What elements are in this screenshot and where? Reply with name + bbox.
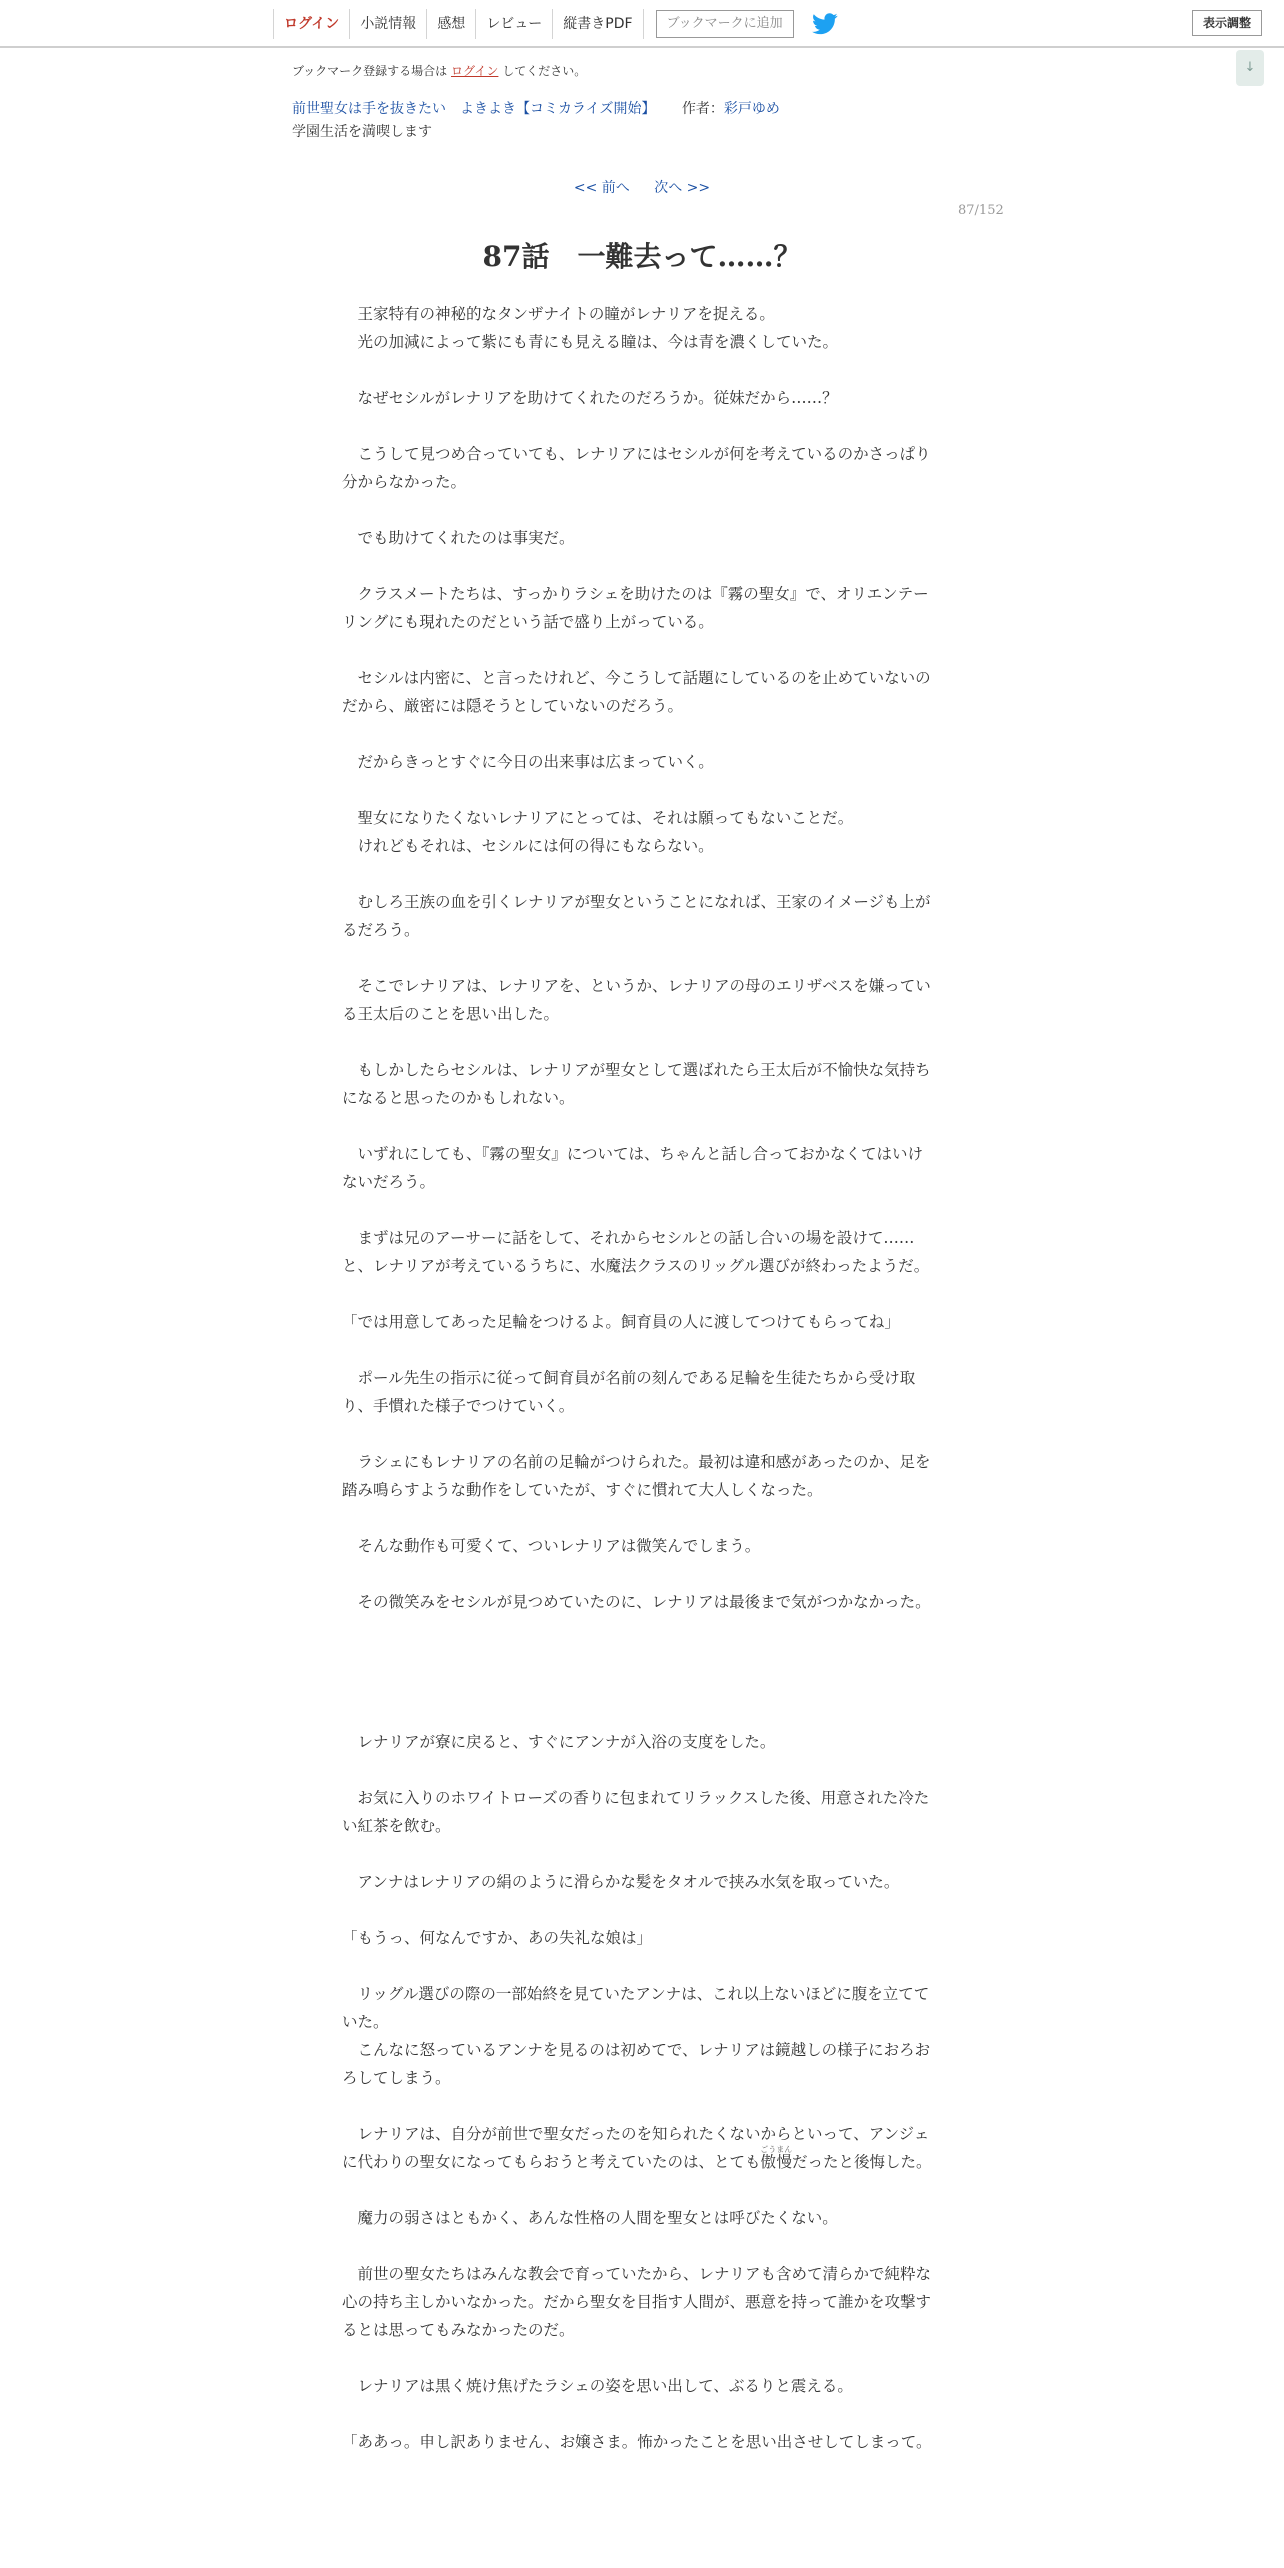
paragraph bbox=[342, 1224, 936, 1280]
paragraph-gap bbox=[342, 1560, 936, 1588]
paragraph-line: こうして見つめ合っていても、レナリアにはセシルが何を考えているのかさっぱり分からなかった。 bbox=[342, 445, 931, 491]
paragraph bbox=[342, 300, 936, 356]
nav-novel-info[interactable]: 小説情報 bbox=[349, 9, 426, 39]
section-break bbox=[342, 1616, 936, 1728]
notice-text-end: してください。 bbox=[502, 64, 587, 78]
paragraph bbox=[342, 2120, 936, 2176]
paragraph-line: レナリアは、自分が前世で聖女だったのを知られたくないからといって、アンジェに代わりの聖女になってもらおうと考えていたのは、とても bbox=[342, 2125, 930, 2171]
paragraph bbox=[342, 972, 936, 1028]
paragraph bbox=[342, 1784, 936, 1840]
paragraph bbox=[342, 888, 936, 944]
paragraph-line: いずれにしても、『霧の聖女』については、ちゃんと話し合っておかなくてはいけないだろう。 bbox=[342, 1145, 923, 1191]
author-link[interactable]: 彩戸ゆめ bbox=[723, 101, 780, 117]
paragraph-gap bbox=[342, 552, 936, 580]
series-subtitle: 学園生活を満喫します bbox=[292, 124, 432, 140]
ruby-base: 傲慢 bbox=[760, 2153, 793, 2171]
paragraph bbox=[342, 1868, 936, 1896]
chapter-section-2 bbox=[342, 1728, 936, 2120]
paragraph-gap bbox=[342, 1196, 936, 1224]
paragraph-gap bbox=[342, 720, 936, 748]
paragraph bbox=[342, 2260, 936, 2344]
paragraph-line: 王家特有の神秘的なタンザナイトの瞳がレナリアを捉える。 bbox=[342, 305, 775, 323]
paragraph-line: ポール先生の指示に従って飼育員が名前の刻んである足輪を生徒たちから受け取り、手慣れた様子でつけていく。 bbox=[342, 1369, 916, 1415]
paragraph bbox=[342, 748, 936, 776]
paragraph-gap bbox=[342, 2344, 936, 2372]
paragraph-line: 前世の聖女たちはみんな教会で育っていたから、レナリアも含めて清らかで純粋な心の持ち主しかいなかった。だから聖女を目指す人間が、悪意を持って誰かを攻撃するとは思ってもみなかったのだ。 bbox=[342, 2265, 932, 2339]
chapter-pager bbox=[0, 177, 1284, 197]
paragraph bbox=[342, 664, 936, 720]
scroll-down-tab[interactable]: ↓ bbox=[1236, 50, 1264, 86]
paragraph-gap bbox=[342, 496, 936, 524]
paragraph-gap bbox=[342, 1756, 936, 1784]
paragraph-gap bbox=[342, 1420, 936, 1448]
chapter-section-3 bbox=[342, 2204, 936, 2456]
notice-text: ブックマーク登録する場合は bbox=[292, 64, 448, 78]
paragraph-gap bbox=[342, 412, 936, 440]
nav-review[interactable]: レビュー bbox=[475, 9, 552, 39]
paragraph-gap bbox=[342, 1112, 936, 1140]
paragraph-gap bbox=[342, 2400, 936, 2428]
paragraph-line: ラシェにもレナリアの名前の足輪がつけられた。最初は違和感があったのか、足を踏み鳴らすような動作をしていたが、すぐに慣れて大人しくなった。 bbox=[342, 1453, 931, 1499]
nav-menu bbox=[273, 8, 838, 40]
series-title-link[interactable]: 前世聖女は手を抜きたい よきよき【コミカライズ開始】 bbox=[292, 101, 656, 117]
paragraph-line: まずは兄のアーサーに話をして、それからセシルとの話し合いの場を設けて……と、レナリアが考えているうちに、水魔法クラスのリッグル選びが終わったようだ。 bbox=[342, 1229, 930, 1275]
ruby-reading: ごうまん bbox=[760, 2145, 793, 2154]
paragraph-gap bbox=[342, 860, 936, 888]
paragraph bbox=[342, 804, 936, 860]
paragraph-line: セシルは内密に、と言ったけれど、今こうして話題にしているのを止めていないのだから、厳密には隠そうとしていないのだろう。 bbox=[342, 669, 931, 715]
paragraph bbox=[342, 1056, 936, 1112]
paragraph-line: そこでレナリアは、レナリアを、というか、レナリアの母のエリザベスを嫌っている王太后のことを思い出した。 bbox=[342, 977, 931, 1023]
paragraph-line: だからきっとすぐに今日の出来事は広まっていく。 bbox=[342, 753, 714, 771]
paragraph-line: でも助けてくれたのは事実だ。 bbox=[342, 529, 575, 547]
paragraph-line: なぜセシルがレナリアを助けてくれたのだろうか。従妹だから……？ bbox=[342, 389, 838, 407]
paragraph-line: その微笑みをセシルが見つめていたのに、レナリアは最後まで気がつかなかった。 bbox=[342, 1593, 931, 1611]
paragraph bbox=[342, 1532, 936, 1560]
paragraph bbox=[342, 2204, 936, 2232]
paragraph bbox=[342, 1448, 936, 1504]
paragraph bbox=[342, 1728, 936, 1756]
paragraph-line: レナリアが寮に戻ると、すぐにアンナが入浴の支度をした。 bbox=[342, 1733, 776, 1751]
twitter-bird-icon[interactable] bbox=[812, 13, 838, 35]
paragraph-gap bbox=[342, 944, 936, 972]
paragraph-gap bbox=[342, 1336, 936, 1364]
paragraph-gap bbox=[342, 1504, 936, 1532]
paragraph-line: もしかしたらセシルは、レナリアが聖女として選ばれたら王太后が不愉快な気持ちになると思ったのかもしれない。 bbox=[342, 1061, 931, 1107]
paragraph-line: クラスメートたちは、すっかりラシェを助けたのは『霧の聖女』で、オリエンテーリングにも現れたのだという話で盛り上がっている。 bbox=[342, 585, 929, 631]
paragraph-line: 「もうっ、何なんですか、あの失礼な娘は」 bbox=[342, 1929, 653, 1947]
paragraph bbox=[342, 1308, 936, 1336]
top-navigation-bar bbox=[0, 0, 1284, 48]
paragraph-line: 「では用意してあった足輪をつけるよ。飼育員の人に渡してつけてもらってね」 bbox=[342, 1313, 900, 1331]
paragraph bbox=[342, 1980, 936, 2092]
chapter-section-1 bbox=[342, 300, 936, 1616]
paragraph-gap bbox=[342, 1896, 936, 1924]
paragraph-line: こんなに怒っているアンナを見るのは初めてで、レナリアは鏡越しの様子におろおろしてしまう。 bbox=[342, 2041, 931, 2087]
paragraph-gap bbox=[342, 636, 936, 664]
paragraph-line: そんな動作も可愛くて、ついレナリアは微笑んでしまう。 bbox=[342, 1537, 761, 1555]
paragraph bbox=[342, 384, 936, 412]
paragraph-line: 魔力の弱さはともかく、あんな性格の人間を聖女とは呼びたくない。 bbox=[342, 2209, 838, 2227]
display-settings-button[interactable]: 表示調整 bbox=[1192, 10, 1262, 36]
add-bookmark-button[interactable]: ブックマークに追加 bbox=[656, 10, 794, 38]
paragraph bbox=[342, 1140, 936, 1196]
paragraph-line: むしろ王族の血を引くレナリアが聖女ということになれば、王家のイメージも上がるだろう。 bbox=[342, 893, 931, 939]
series-info bbox=[292, 98, 780, 118]
nav-login[interactable]: ログイン bbox=[273, 9, 349, 39]
paragraph-line: 聖女になりたくないレナリアにとっては、それは願ってもないことだ。 bbox=[342, 809, 854, 827]
paragraph-line-end: だったと後悔した。 bbox=[792, 2153, 932, 2171]
paragraph-line: レナリアは黒く焼け焦げたラシェの姿を思い出して、ぶるりと震える。 bbox=[342, 2377, 853, 2395]
next-chapter-link[interactable]: 次へ >> bbox=[654, 180, 711, 196]
paragraph-gap bbox=[342, 356, 936, 384]
paragraph bbox=[342, 440, 936, 496]
paragraph-line: 「ああっ。申し訳ありません、お嬢さま。怖かったことを思い出させしてしまって。 bbox=[342, 2433, 932, 2451]
paragraph-gap bbox=[342, 1952, 936, 1980]
paragraph bbox=[342, 1924, 936, 1952]
paragraph-line: 光の加減によって紫にも青にも見える瞳は、今は青を濃くしていた。 bbox=[342, 333, 839, 351]
paragraph bbox=[342, 2428, 936, 2456]
paragraph-line: けれどもそれは、セシルには何の得にもならない。 bbox=[342, 837, 714, 855]
paragraph bbox=[342, 1364, 936, 1420]
paragraph bbox=[342, 524, 936, 552]
nav-impressions[interactable]: 感想 bbox=[426, 9, 475, 39]
paragraph-gap bbox=[342, 2092, 936, 2120]
paragraph-gap bbox=[342, 2232, 936, 2260]
chapter-counter: 87/152 bbox=[958, 203, 1004, 218]
notice-login-link[interactable]: ログイン bbox=[451, 64, 499, 78]
ruby-word bbox=[760, 2145, 793, 2171]
paragraph-gap bbox=[342, 1280, 936, 1308]
prev-chapter-link[interactable]: << 前へ bbox=[573, 180, 630, 196]
paragraph-line: アンナはレナリアの絹のように滑らかな髪をタオルで挟み水気を取っていた。 bbox=[342, 1873, 900, 1891]
paragraph-gap bbox=[342, 2176, 936, 2204]
paragraph-gap bbox=[342, 776, 936, 804]
paragraph bbox=[342, 2372, 936, 2400]
paragraph-gap bbox=[342, 1028, 936, 1056]
paragraph bbox=[342, 580, 936, 636]
login-notice bbox=[292, 62, 586, 79]
author-label: 作者： bbox=[681, 101, 724, 117]
paragraph-line: リッグル選びの際の一部始終を見ていたアンナは、これ以上ないほどに腹を立てていた。 bbox=[342, 1985, 930, 2031]
nav-vertical-pdf[interactable]: 縦書きPDF bbox=[552, 9, 643, 39]
chapter-title: 87話 一難去って……？ bbox=[482, 240, 802, 273]
paragraph-line: お気に入りのホワイトローズの香りに包まれてリラックスした後、用意された冷たい紅茶を飲む。 bbox=[342, 1789, 930, 1835]
paragraph bbox=[342, 1588, 936, 1616]
chapter-body bbox=[342, 300, 936, 2456]
paragraph-gap bbox=[342, 1840, 936, 1868]
